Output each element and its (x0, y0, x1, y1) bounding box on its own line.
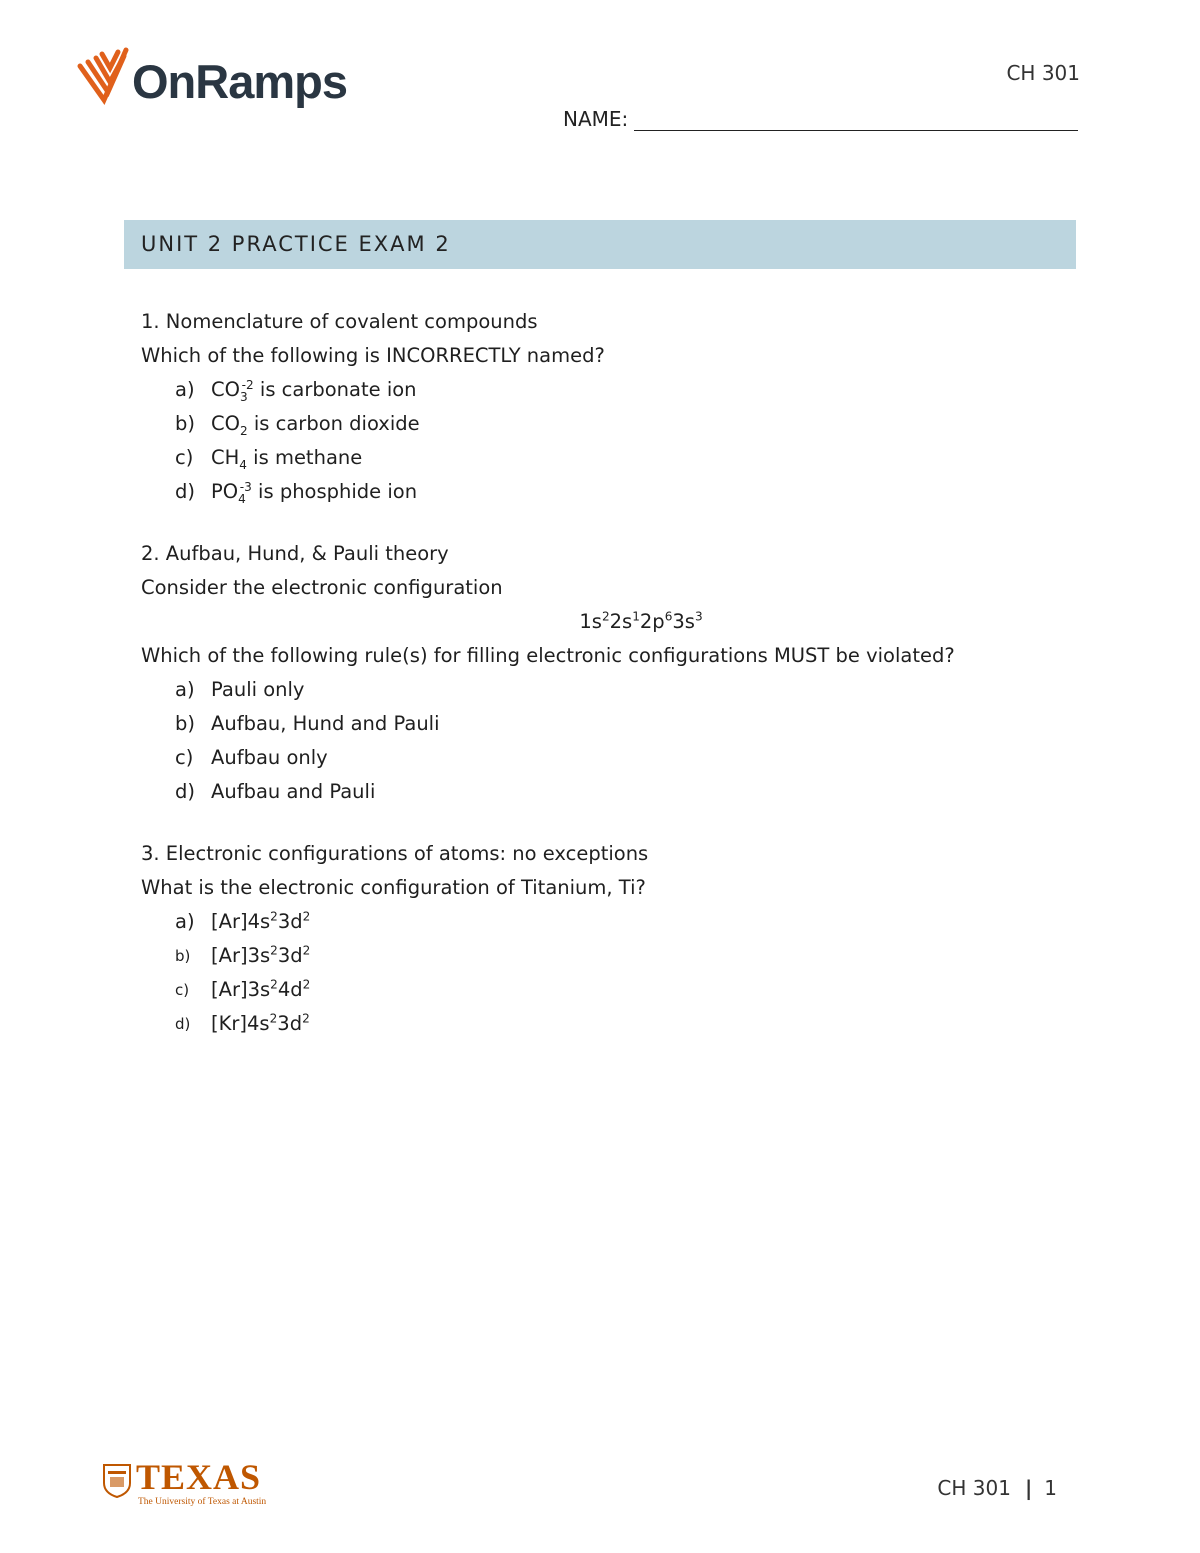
config-exponent: 2 (302, 1011, 310, 1026)
q1-option[interactable] (141, 373, 1081, 407)
q1-option[interactable] (141, 441, 1081, 475)
onramps-logo-text: OnRamps (132, 55, 347, 108)
exam-title: UNIT 2 PRACTICE EXAM 2 (141, 232, 451, 256)
texas-seal-icon (102, 1463, 132, 1499)
option-letter: d) (175, 1015, 191, 1033)
option-letter: a) (175, 378, 195, 401)
name-blank-line[interactable] (634, 108, 1078, 131)
config-part: 4d (277, 978, 303, 1001)
section-banner (124, 220, 1076, 269)
config-part: [Ar]4s (211, 910, 271, 933)
formula-subscript: 2 (239, 423, 248, 438)
option-text (211, 939, 310, 973)
option-letter: a) (175, 910, 195, 933)
config-exponent: 2 (269, 1011, 278, 1026)
q3-option[interactable] (141, 905, 1081, 939)
option-rest: is methane (246, 446, 363, 469)
exam-content (141, 305, 1081, 1041)
q1-option[interactable] (141, 475, 1081, 509)
config-part: [Ar]3s (211, 944, 271, 967)
option-text (211, 973, 310, 1007)
config-part: 3d (277, 910, 303, 933)
option-text: Pauli only (211, 678, 305, 701)
orbital: 2s (609, 610, 633, 633)
name-label: NAME: (563, 107, 629, 131)
q1-option[interactable] (141, 407, 1081, 441)
electron-count: 3 (694, 609, 703, 624)
option-text (211, 441, 362, 475)
name-field[interactable] (563, 107, 1078, 131)
q2-option[interactable] (141, 707, 1081, 741)
config-exponent: 2 (302, 909, 311, 924)
q2-prompt: Consider the electronic configuration (141, 576, 503, 599)
option-letter: a) (175, 678, 195, 701)
formula-charge: -3 (239, 479, 252, 494)
orbital: 1s (579, 610, 602, 633)
course-code: CH 301 (1006, 61, 1080, 85)
q3-option[interactable] (141, 1007, 1081, 1041)
option-letter: b) (175, 947, 191, 965)
formula-subscript: 3 (239, 389, 248, 404)
option-text: Aufbau, Hund and Pauli (211, 712, 440, 735)
q2-question: Which of the following rule(s) for filling electronic configurations MUST be violated? (141, 644, 955, 667)
option-rest: is carbonate ion (253, 378, 417, 401)
q2-option[interactable] (141, 673, 1081, 707)
q1-heading: 1. Nomenclature of covalent compounds (141, 310, 538, 333)
q2-option[interactable] (141, 775, 1081, 809)
q3-option[interactable] (141, 973, 1081, 1007)
config-exponent: 2 (270, 977, 278, 992)
q2-heading: 2. Aufbau, Hund, & Pauli theory (141, 542, 449, 565)
q3-prompt: What is the electronic configuration of Titanium, Ti? (141, 876, 646, 899)
option-letter: c) (175, 981, 190, 999)
electron-count: 6 (664, 609, 673, 624)
formula-subscript: 4 (238, 491, 246, 506)
option-rest: is carbon dioxide (247, 412, 420, 435)
option-rest: is phosphide ion (251, 480, 418, 503)
config-exponent: 2 (302, 943, 311, 958)
option-text (211, 373, 417, 407)
footer-separator: | (1024, 1476, 1033, 1500)
formula-base: CO (211, 378, 240, 401)
config-part: 3d (277, 1012, 303, 1035)
option-text: Aufbau only (211, 746, 328, 769)
option-letter: c) (175, 746, 194, 769)
formula-base: CO (211, 412, 240, 435)
formula-base: PO (211, 480, 239, 503)
footer-page-info (937, 1476, 1057, 1500)
electron-count: 1 (632, 609, 640, 624)
q3-option[interactable] (141, 939, 1081, 973)
config-exponent: 2 (302, 977, 311, 992)
option-letter: d) (175, 780, 195, 803)
question-3 (141, 837, 1081, 1041)
q1-prompt: Which of the following is INCORRECTLY named? (141, 344, 605, 367)
question-1 (141, 305, 1081, 509)
option-letter: c) (175, 446, 194, 469)
option-text: Aufbau and Pauli (211, 780, 376, 803)
page-number: 1 (1044, 1476, 1057, 1500)
formula-base: CH (211, 446, 240, 469)
q3-heading: 3. Electronic configurations of atoms: no exceptions (141, 842, 649, 865)
config-part: [Ar]3s (211, 978, 271, 1001)
q2-option[interactable] (141, 741, 1081, 775)
option-text (211, 475, 417, 509)
q2-configuration (141, 605, 1081, 639)
orbital: 3s (672, 610, 695, 633)
orbital: 2p (639, 610, 665, 633)
texas-subtitle: The University of Texas at Austin (138, 1497, 267, 1507)
option-letter: b) (175, 412, 195, 435)
config-exponent: 2 (270, 909, 278, 924)
option-text (211, 1007, 310, 1041)
electron-count: 2 (601, 609, 610, 624)
texas-wordmark: TEXAS (136, 1457, 262, 1497)
formula-subscript: 4 (239, 457, 247, 472)
option-letter: b) (175, 712, 195, 735)
formula-charge: -2 (241, 377, 254, 392)
config-part: [Kr]4s (211, 1012, 270, 1035)
option-text (211, 905, 310, 939)
config-part: 3d (277, 944, 303, 967)
config-exponent: 2 (270, 943, 278, 958)
option-text (211, 407, 420, 441)
question-2 (141, 537, 1081, 809)
option-letter: d) (175, 480, 195, 503)
footer-course: CH 301 (937, 1476, 1011, 1500)
